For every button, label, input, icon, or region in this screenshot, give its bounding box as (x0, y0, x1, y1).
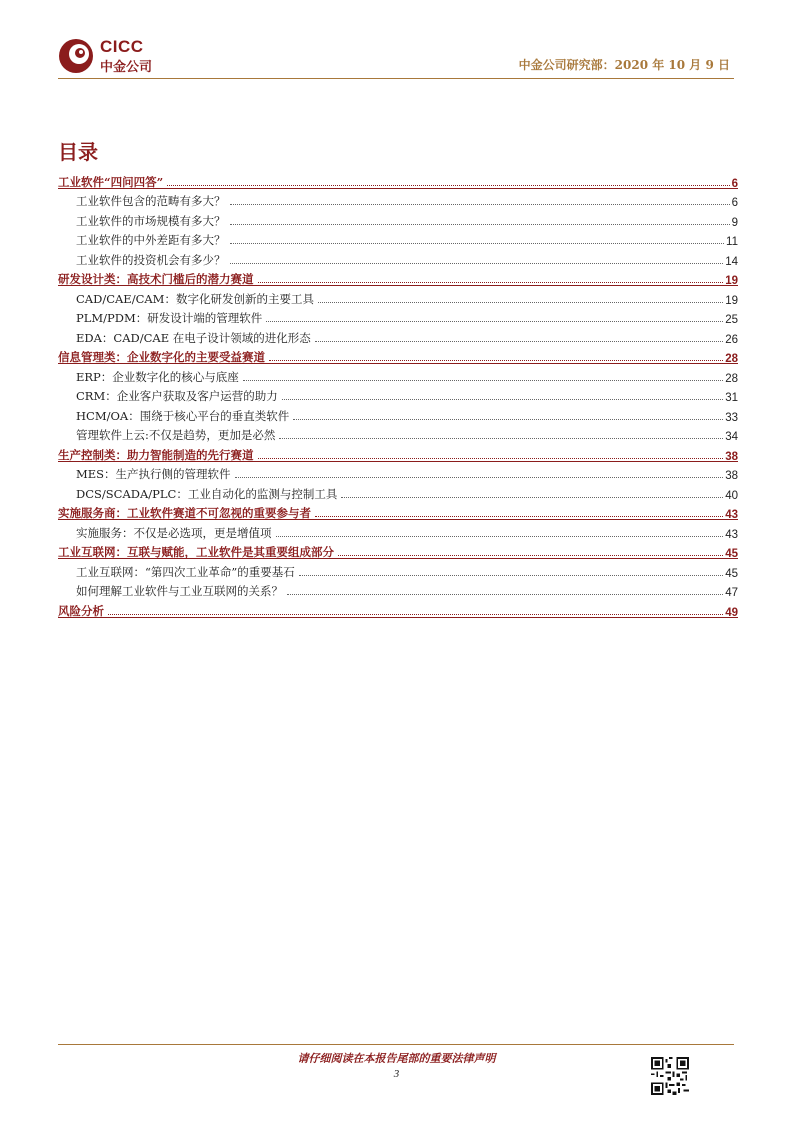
qr-code-icon (651, 1057, 689, 1095)
toc-leader-dots (230, 263, 724, 264)
toc-entry-label: 工业软件的市场规模有多大？ (76, 213, 226, 228)
toc-entry-label: 工业互联网：“第四次工业革命”的重要基石 (76, 564, 295, 579)
toc-entry-label: 工业互联网：互联与赋能，工业软件是其重要组成部分 (58, 545, 334, 559)
toc-section-entry[interactable] (58, 170, 738, 190)
page-number: 3 (393, 1068, 400, 1080)
toc-entry-page: 43 (725, 528, 738, 541)
toc-entry-page: 40 (725, 489, 738, 502)
toc-entry-label: ERP：企业数字化的核心与底座 (76, 369, 239, 384)
toc-entry-page: 28 (725, 372, 738, 385)
toc-subsection-entry[interactable] (58, 385, 738, 405)
toc-leader-dots (167, 185, 729, 186)
toc-subsection-entry[interactable] (58, 326, 738, 346)
toc-entry-label: 风险分析 (58, 603, 104, 618)
toc-entry-label: 工业软件的投资机会有多少？ (76, 252, 226, 267)
toc-subsection-entry[interactable] (58, 248, 738, 268)
toc-entry-page: 43 (725, 509, 738, 521)
toc-subsection-entry[interactable] (58, 560, 738, 580)
toc-leader-dots (315, 516, 723, 517)
toc-leader-dots (299, 575, 723, 576)
toc-entry-page: 6 (731, 177, 738, 190)
toc-subsection-entry[interactable] (58, 404, 738, 424)
table-of-contents (58, 170, 738, 619)
toc-entry-label: EDA：CAD/CAE 在电子设计领域的进化形态 (76, 330, 311, 345)
toc-section-entry[interactable] (58, 599, 738, 619)
logo-text-cn: 中金公司 (100, 60, 153, 75)
toc-entry-label: DCS/SCADA/PLC：工业自动化的监测与控制工具 (76, 486, 338, 501)
toc-leader-dots (266, 321, 723, 322)
toc-leader-dots (258, 458, 724, 459)
toc-leader-dots (230, 204, 730, 205)
toc-entry-label: 管理软件上云:不仅是趋势，更加是必然 (76, 428, 276, 442)
toc-subsection-entry[interactable] (58, 521, 738, 541)
toc-entry-page: 14 (725, 255, 738, 268)
toc-leader-dots (318, 302, 723, 303)
toc-subsection-entry[interactable] (58, 287, 738, 307)
toc-leader-dots (282, 399, 723, 400)
toc-entry-label: 实施服务商：工业软件赛道不可忽视的重要参与者 (58, 506, 311, 520)
toc-subsection-entry[interactable] (58, 365, 738, 385)
toc-entry-page: 45 (725, 548, 738, 560)
toc-section-entry[interactable] (58, 443, 738, 463)
toc-entry-page: 9 (731, 216, 738, 229)
toc-entry-page: 33 (725, 411, 738, 424)
legal-notice: 请仔细阅读在本报告尾部的重要法律声明 (297, 1052, 496, 1065)
report-date: 中金公司研究部：2020 年 10 月 9 日 (518, 58, 730, 72)
toc-leader-dots (293, 419, 723, 420)
toc-leader-dots (269, 360, 723, 361)
toc-entry-page: 45 (725, 567, 738, 580)
toc-entry-label: 生产控制类：助力智能制造的先行赛道 (58, 447, 254, 462)
toc-entry-page: 25 (725, 314, 738, 326)
toc-entry-label: HCM/OA：围绕于核心平台的垂直类软件 (76, 408, 290, 423)
toc-leader-dots (338, 555, 723, 556)
toc-entry-page: 34 (725, 431, 738, 443)
toc-title: 目录 (58, 140, 98, 164)
toc-leader-dots (258, 282, 724, 283)
toc-section-entry[interactable] (58, 268, 738, 288)
toc-entry-label: 工业软件“四问四答” (58, 174, 164, 189)
toc-leader-dots (276, 536, 724, 537)
toc-leader-dots (315, 341, 723, 342)
toc-entry-label: 工业软件的中外差距有多大？ (76, 233, 226, 247)
logo-text-en: CICC (100, 37, 144, 56)
toc-leader-dots (341, 497, 723, 498)
toc-subsection-entry[interactable] (58, 424, 738, 444)
toc-entry-page: 26 (725, 333, 738, 346)
toc-entry-page: 11 (726, 236, 738, 248)
toc-entry-label: MES：生产执行侧的管理软件 (76, 467, 231, 481)
toc-entry-label: 工业软件包含的范畴有多大？ (76, 194, 226, 208)
toc-entry-page: 38 (725, 470, 738, 482)
toc-entry-label: 信息管理类：企业数字化的主要受益赛道 (58, 350, 265, 364)
toc-subsection-entry[interactable] (58, 209, 738, 229)
toc-entry-page: 49 (725, 606, 738, 619)
toc-subsection-entry[interactable] (58, 463, 738, 483)
page-header (58, 34, 734, 78)
toc-leader-dots (243, 380, 723, 381)
toc-section-entry[interactable] (58, 502, 738, 522)
toc-leader-dots (235, 477, 724, 478)
toc-subsection-entry[interactable] (58, 190, 738, 210)
toc-entry-page: 19 (725, 275, 738, 287)
toc-entry-label: 如何理解工业软件与工业互联网的关系？ (76, 584, 283, 598)
toc-section-entry[interactable] (58, 541, 738, 561)
toc-entry-page: 28 (725, 353, 738, 365)
footer-divider (58, 1044, 734, 1045)
toc-subsection-entry[interactable] (58, 482, 738, 502)
toc-entry-page: 31 (725, 392, 738, 404)
toc-leader-dots (230, 243, 725, 244)
toc-leader-dots (108, 614, 723, 615)
header-divider (58, 78, 734, 79)
toc-entry-label: CRM：企业客户获取及客户运营的助力 (76, 389, 278, 403)
toc-entry-label: 实施服务：不仅是必选项，更是增值项 (76, 525, 272, 540)
toc-subsection-entry[interactable] (58, 307, 738, 327)
cicc-logo-icon (58, 38, 94, 74)
toc-section-entry[interactable] (58, 346, 738, 366)
toc-entry-label: CAD/CAE/CAM：数字化研发创新的主要工具 (76, 291, 314, 306)
toc-subsection-entry[interactable] (58, 229, 738, 249)
toc-subsection-entry[interactable] (58, 580, 738, 600)
toc-entry-page: 19 (725, 294, 738, 307)
toc-entry-page: 47 (725, 587, 738, 599)
toc-entry-label: PLM/PDM：研发设计端的管理软件 (76, 311, 263, 325)
toc-entry-page: 6 (731, 197, 738, 209)
toc-entry-page: 38 (725, 450, 738, 463)
toc-entry-label: 研发设计类：高技术门槛后的潜力赛道 (58, 272, 254, 286)
toc-leader-dots (287, 594, 723, 595)
toc-leader-dots (230, 224, 730, 225)
toc-leader-dots (279, 438, 723, 439)
